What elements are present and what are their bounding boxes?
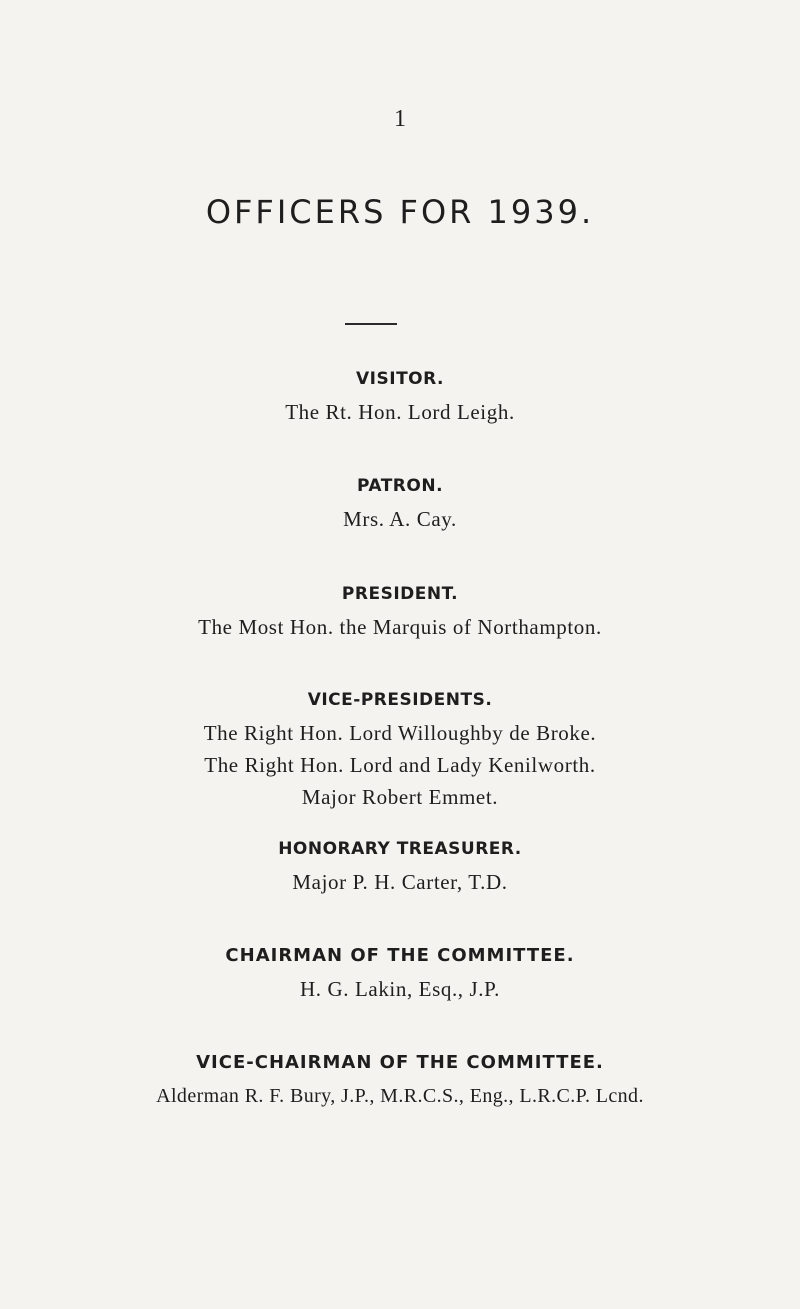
section-president: [0, 583, 800, 643]
section-patron: [0, 475, 800, 535]
title-divider: [345, 323, 397, 325]
page-number: 1: [394, 106, 406, 132]
section-lines: [0, 973, 800, 1005]
officer-name: Mrs. A. Cay.: [343, 507, 457, 531]
section-heading: VISITOR.: [356, 369, 444, 389]
section-honorary-treasurer: [0, 838, 800, 898]
section-heading: PATRON.: [356, 476, 444, 496]
section-lines: [0, 503, 800, 535]
officer-name: The Right Hon. Lord and Lady Kenilworth.: [204, 753, 596, 777]
section-lines: [0, 866, 800, 898]
section-heading: VICE-PRESIDENTS.: [307, 690, 493, 710]
section-heading: CHAIRMAN OF THE COMMITTEE.: [225, 945, 575, 966]
officer-name: The Most Hon. the Marquis of Northampton.: [198, 615, 602, 639]
section-lines: [0, 717, 800, 813]
officer-name: The Rt. Hon. Lord Leigh.: [285, 400, 515, 424]
officer-name: The Right Hon. Lord Willoughby de Broke.: [203, 721, 597, 745]
page-title: OFFICERS FOR 1939.: [205, 193, 595, 231]
officer-name: Major Robert Emmet.: [301, 785, 499, 809]
section-lines: [0, 1080, 800, 1112]
section-vice-presidents: [0, 689, 800, 813]
section-vice-chairman: [0, 1052, 800, 1112]
officer-name: H. G. Lakin, Esq., J.P.: [300, 977, 500, 1001]
section-heading: VICE-CHAIRMAN OF THE COMMITTEE.: [196, 1052, 604, 1073]
officer-name: Alderman R. F. Bury, J.P., M.R.C.S., Eng., L.R.C.P. Lcnd.: [156, 1085, 644, 1107]
section-lines: [0, 611, 800, 643]
section-visitor: [0, 368, 800, 428]
officer-name: Major P. H. Carter, T.D.: [292, 870, 508, 894]
section-lines: [0, 396, 800, 428]
section-heading: HONORARY TREASURER.: [278, 839, 522, 859]
section-chairman: [0, 945, 800, 1005]
section-heading: PRESIDENT.: [341, 584, 459, 604]
